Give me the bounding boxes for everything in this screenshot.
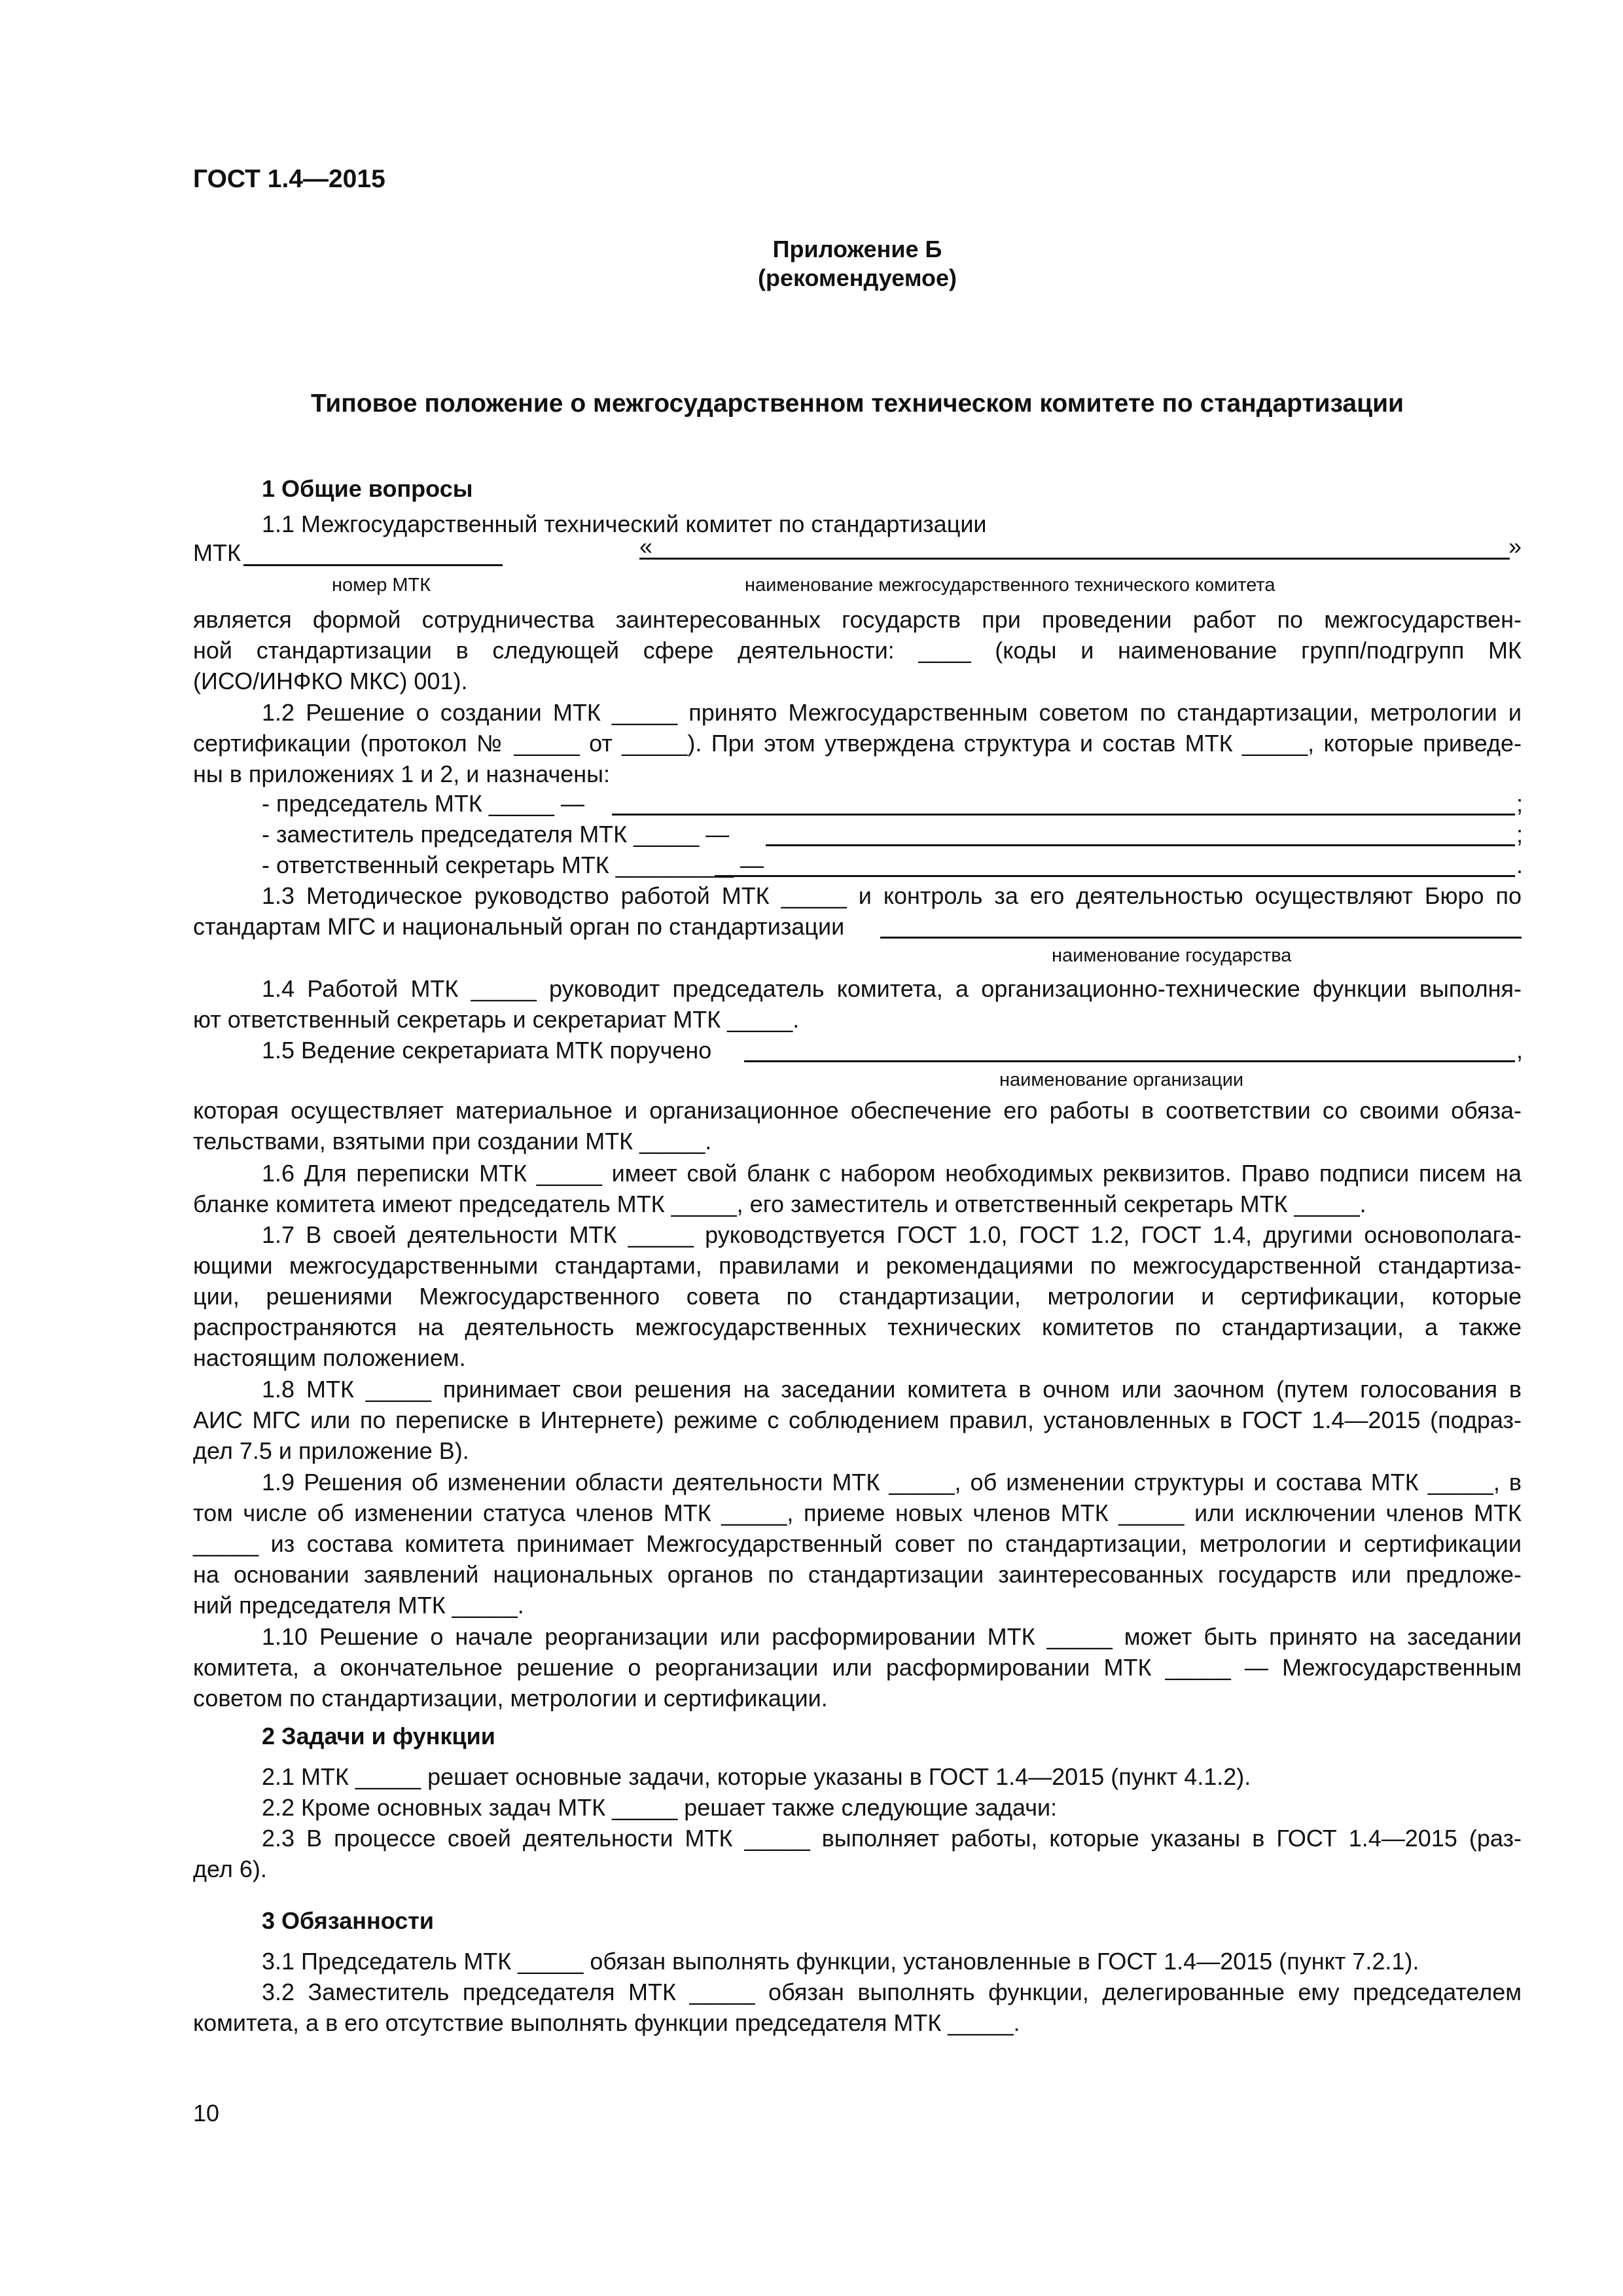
paragraph-3-1: 3.1 Председатель МТК _____ обязан выполнять функции, установленные в ГОСТ 1.4—2015 (пункт 7.2.1). <box>262 1948 1419 1975</box>
secretary-item: - ответственный секретарь МТК _________ — <box>262 852 764 878</box>
paragraph-1-6-line-2: бланке комитета имеют председатель МТК _____, его заместитель и ответственный секретарь МТК _____. <box>193 1191 1366 1217</box>
paragraph-1-8-line-1: 1.8 МТК _____ принимает свои решения на заседании комитета в очном или заочном (путем голосования в <box>262 1376 1522 1403</box>
state-name-field <box>880 937 1522 939</box>
paragraph-3-2-line-1: 3.2 Заместитель председателя МТК _____ обязан выполнять функции, делегированные ему председателем <box>262 1979 1522 2005</box>
caption-committee-name: наименование межгосударственного технического комитета <box>745 575 1275 596</box>
paragraph-3-2-line-2: комитета, а в его отсутствие выполнять функции председателя МТК _____. <box>193 2009 1020 2036</box>
paragraph-1-2-line-3: ны в приложениях 1 и 2, и назначены: <box>193 761 611 787</box>
deputy-item: - заместитель председателя МТК _____ — <box>262 821 730 848</box>
paragraph-1-3-line-2: стандартам МГС и национальный орган по стандартизации <box>193 913 845 940</box>
organization-comma: , <box>1516 1037 1524 1064</box>
quote-open: « <box>639 533 653 560</box>
mtk-label: МТК <box>193 539 241 566</box>
deputy-name-field <box>766 844 1515 846</box>
section-1-heading: 1 Общие вопросы <box>262 475 473 502</box>
committee-name-field <box>639 558 1510 560</box>
caption-organization-name: наименование организации <box>999 1069 1244 1090</box>
deputy-semicolon: ; <box>1516 821 1524 848</box>
appendix-title: Приложение Б <box>772 236 942 262</box>
paragraph-2-2: 2.2 Кроме основных задач МТК _____ решает также следующие задачи: <box>262 1794 1058 1821</box>
paragraph-1-9-line-1: 1.9 Решения об изменении области деятельности МТК _____, об изменении структуры и состава МТК _____, в <box>262 1469 1522 1496</box>
paragraph-1-1-intro: 1.1 Межгосударственный технический комитет по стандартизации <box>262 511 987 537</box>
paragraph-1-7-line-1: 1.7 В своей деятельности МТК _____ руководствуется ГОСТ 1.0, ГОСТ 1.2, ГОСТ 1.4, другими основополага- <box>262 1221 1522 1248</box>
caption-mtk-number: номер МТК <box>332 575 431 596</box>
caption-state-name: наименование государства <box>1052 945 1292 966</box>
paragraph-1-4-line-1: 1.4 Работой МТК _____ руководит председатель комитета, а организационно-технические функции выполня- <box>262 975 1522 1002</box>
paragraph-1-7-line-2: ющими межгосударственными стандартами, правилами и рекомендациями по межгосударственной стандартиза- <box>193 1252 1522 1279</box>
paragraph-1-9-line-3: _____ из состава комитета принимает Межгосударственный совет по стандартизации, метрологии и сертификации <box>193 1530 1522 1557</box>
paragraph-1-6-line-1: 1.6 Для переписки МТК _____ имеет свой бланк с набором необходимых реквизитов. Право подписи писем на <box>262 1160 1522 1187</box>
paragraph-1-4-line-2: ют ответственный секретарь и секретариат МТК _____. <box>193 1006 800 1033</box>
paragraph-1-8-line-3: дел 7.5 и приложение В). <box>193 1437 469 1464</box>
chairman-semicolon: ; <box>1516 790 1524 817</box>
paragraph-1-2-line-1: 1.2 Решение о создании МТК _____ принято Межгосударственным советом по стандартизации, метрологии и <box>262 699 1522 726</box>
chairman-item: - председатель МТК _____ — <box>262 790 584 817</box>
paragraph-1-7-line-3: ции, решениями Межгосударственного совета по стандартизации, метрологии и сертификации, которые <box>193 1283 1522 1310</box>
quote-close: » <box>1508 533 1522 560</box>
paragraph-1-10-line-1: 1.10 Решение о начале реорганизации или расформировании МТК _____ может быть принято на заседании <box>262 1623 1522 1650</box>
paragraph-1-7-line-4: распространяются на деятельность межгосударственных технических комитетов по стандартизации, а также <box>193 1314 1522 1340</box>
document-title: Типовое положение о межгосударственном техническом комитете по стандартизации <box>310 389 1404 418</box>
mtk-number-field <box>243 564 503 566</box>
secretary-name-field <box>715 875 1515 877</box>
section-2-heading: 2 Задачи и функции <box>262 1723 495 1749</box>
paragraph-2-3-line-2: дел 6). <box>193 1856 267 1882</box>
paragraph-1-8-line-2: АИС МГС или по переписке в Интернете) режиме с соблюдением правил, установленных в ГОСТ 1.4—2015 (подраз- <box>193 1407 1522 1433</box>
paragraph-1-9-line-2: том числе об изменении статуса членов МТК _____, приеме новых членов МТК _____ или исключении членов МТК <box>193 1499 1522 1526</box>
paragraph-1-5-line-2: которая осуществляет материальное и организационное обеспечение его работы в соответствии со своими обяза- <box>193 1097 1522 1124</box>
document-code-header: ГОСТ 1.4—2015 <box>193 165 385 193</box>
paragraph-1-2-line-2: сертификации (протокол № _____ от _____). При этом утверждена структура и состав МТК _____, которые приведе- <box>193 730 1522 757</box>
paragraph-1-1-line-1: является формой сотрудничества заинтересованных государств при проведении работ по межгосударствен- <box>193 606 1522 633</box>
page-number: 10 <box>193 2100 220 2126</box>
chairman-name-field <box>612 814 1515 816</box>
organization-name-field <box>744 1060 1515 1062</box>
document-page <box>193 0 1522 2296</box>
paragraph-1-1-line-2: ной стандартизации в следующей сфере деятельности: ____ (коды и наименование групп/подгрупп МК <box>193 637 1522 664</box>
paragraph-1-1-line-3: (ИСО/ИНФКО МКС) 001). <box>193 668 468 694</box>
paragraph-1-10-line-2: комитета, а окончательное решение о реорганизации или расформировании МТК _____ — Межгосударственным <box>193 1654 1522 1681</box>
paragraph-1-5-line-1: 1.5 Ведение секретариата МТК поручено <box>262 1037 712 1064</box>
secretary-period: . <box>1516 852 1524 878</box>
paragraph-1-3-line-1: 1.3 Методическое руководство работой МТК _____ и контроль за его деятельностью осуществляют Бюро по <box>262 882 1522 909</box>
paragraph-2-3-line-1: 2.3 В процессе своей деятельности МТК _____ выполняет работы, которые указаны в ГОСТ 1.4—2015 (раз- <box>262 1825 1522 1852</box>
paragraph-1-9-line-4: на основании заявлений национальных органов по стандартизации заинтересованных государств или предложе- <box>193 1561 1522 1588</box>
paragraph-1-5-line-3: тельствами, взятыми при создании МТК _____. <box>193 1128 712 1155</box>
paragraph-1-9-line-5: ний председателя МТК _____. <box>193 1592 524 1619</box>
section-3-heading: 3 Обязанности <box>262 1907 435 1934</box>
paragraph-1-10-line-3: советом по стандартизации, метрологии и сертификации. <box>193 1685 828 1712</box>
paragraph-1-7-line-5: настоящим положением. <box>193 1344 466 1371</box>
appendix-subtitle: (рекомендуемое) <box>758 264 957 291</box>
paragraph-2-1: 2.1 МТК _____ решает основные задачи, которые указаны в ГОСТ 1.4—2015 (пункт 4.1.2). <box>262 1763 1251 1790</box>
